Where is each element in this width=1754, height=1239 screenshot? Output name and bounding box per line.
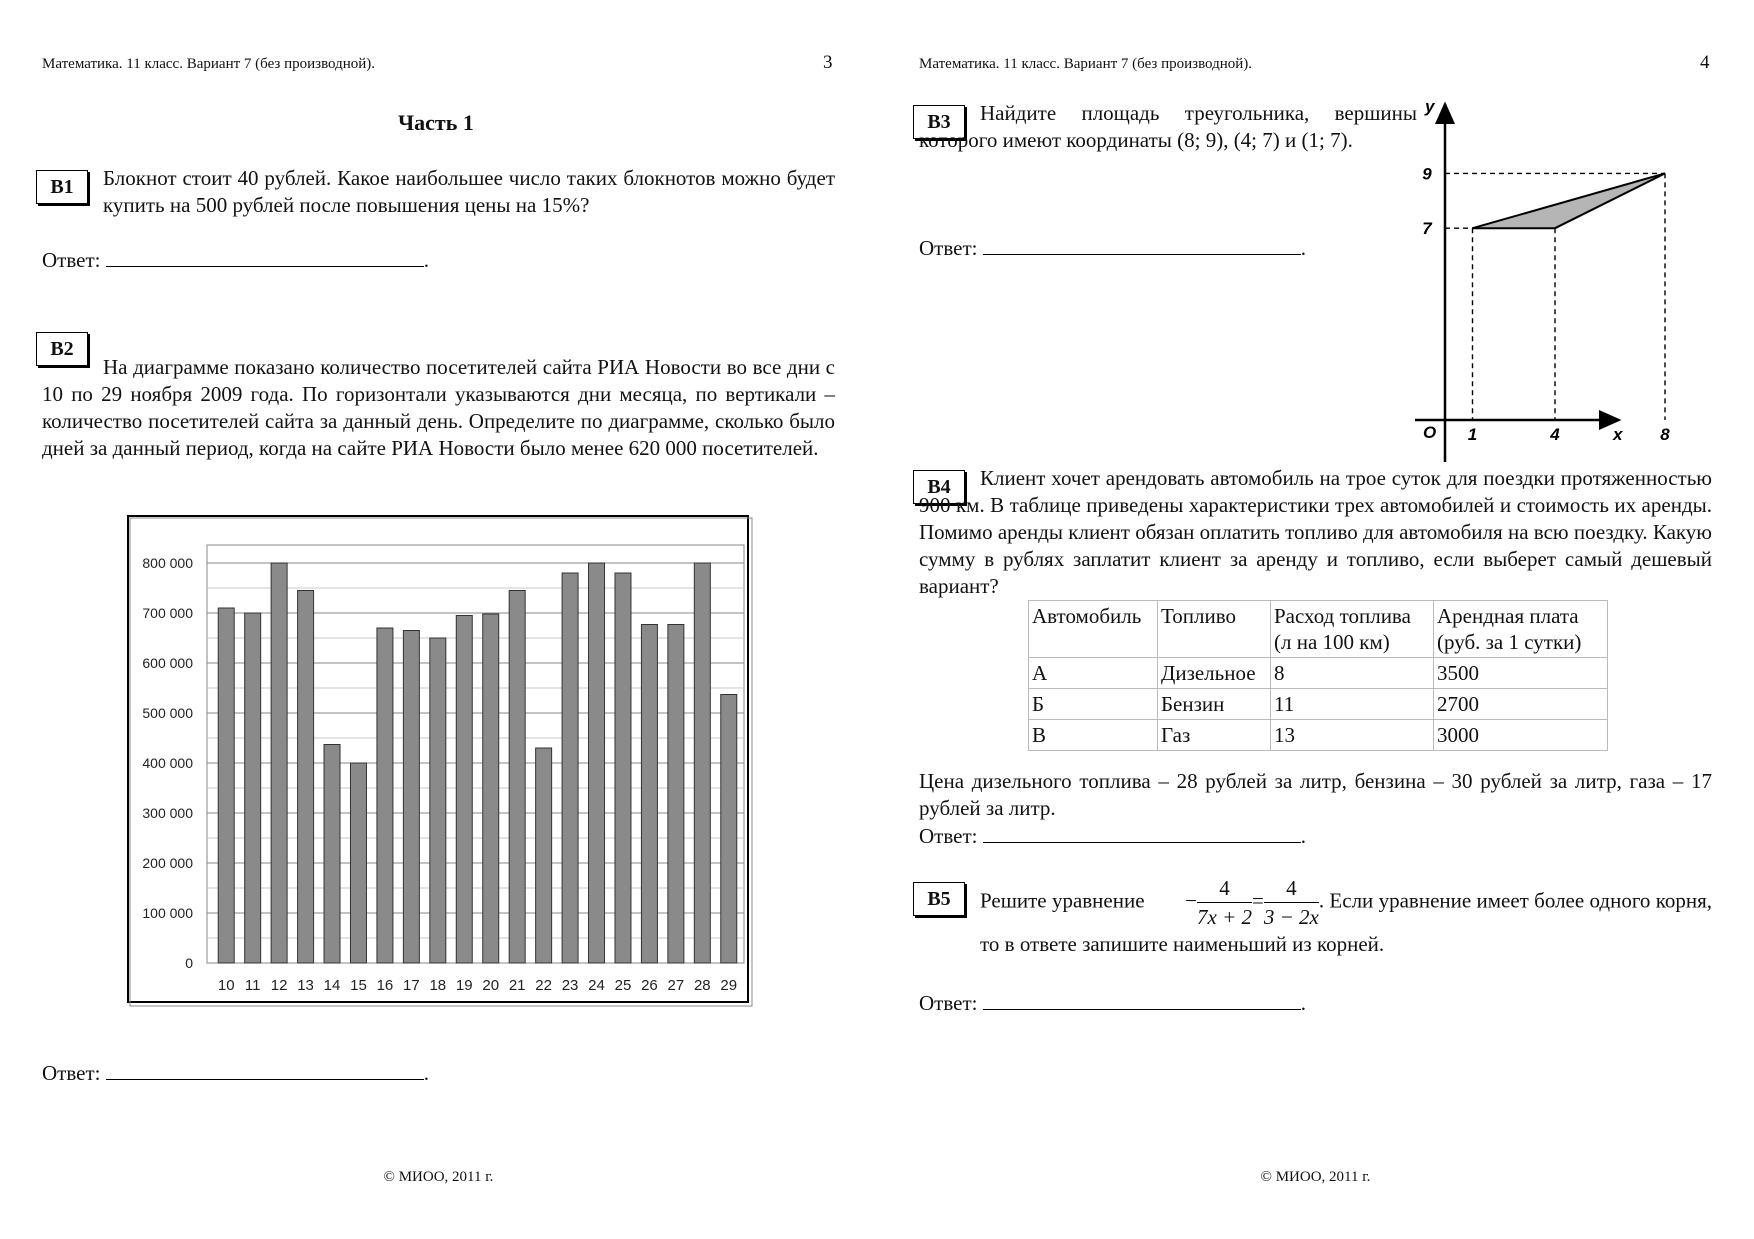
part-title: Часть 1 [398,110,474,135]
bar [350,763,366,963]
answer-line-b2[interactable] [42,1059,429,1086]
x-tick-label: 18 [429,977,447,994]
bar [536,748,552,963]
x-tick-label: 1 [1467,425,1478,444]
y-tick-label: 800 000 [142,555,193,571]
answer-line-b5[interactable] [919,989,1306,1016]
table-cell: 2700 [1434,689,1608,720]
task-b2-text: На диаграмме показано количество посетителей сайта РИА Новости во все дни с 10 по 29 ноября 2009 года. По горизонтали указываются дни месяца, по вертикали – количество посетителей сайта за данный день. Определите по диаграмме, сколько было дней за данный период, когда на сайте РИА Новости было менее 620 000 посетителей. [42,355,835,460]
eq-fraction-right [1264,874,1319,931]
bar [218,608,234,963]
table-cell: 13 [1271,720,1434,751]
x-tick-label: 24 [588,977,605,994]
bar [694,563,710,963]
x-tick-label: 19 [455,977,473,994]
table-cell: А [1029,658,1158,689]
table-cell: 3500 [1434,658,1608,689]
y-tick-label: 7 [1422,219,1432,239]
answer-end: . [1300,824,1306,848]
bar [483,614,499,963]
bar [430,638,446,963]
page-footer: © МИОО, 2011 г. [1260,1169,1371,1185]
task-b1-text: Блокнот стоит 40 рублей. Какое наибольшее число таких блокнотов можно будет купить на 500 рублей после повышения цены на 15%? [103,166,835,217]
right-page [877,0,1754,1239]
table-cell: В [1029,720,1158,751]
y-tick-label: 700 000 [142,605,193,621]
bar [377,628,393,963]
answer-end: . [423,1061,429,1085]
y-tick-label: 100 000 [142,905,193,921]
table-cell: Дизельное [1158,658,1271,689]
answer-blank[interactable] [106,246,424,267]
x-tick-label: 14 [323,977,341,994]
bar [589,563,605,963]
answer-end: . [1300,236,1306,260]
x-tick-label: 23 [561,977,579,994]
answer-blank[interactable] [983,989,1301,1010]
bar [403,631,419,964]
y-tick-label: 300 000 [142,805,193,821]
coordinate-plot [1387,97,1670,470]
answer-end: . [423,248,429,272]
eq-denominator: 7x + 2 [1197,905,1253,929]
x-tick-label: 26 [641,977,658,994]
bar [721,695,737,964]
x-tick-label: 25 [614,977,632,994]
answer-line-b4[interactable] [919,822,1306,849]
answer-blank[interactable] [983,234,1301,255]
table-cell: 3000 [1434,720,1608,751]
table-row [1029,720,1608,751]
x-axis-label: x [1613,425,1623,444]
x-tick-label: 16 [376,977,394,994]
bar [271,563,287,963]
table-header-cell: Автомобиль [1029,601,1158,658]
task-b3-text: Найдите площадь треугольника, вершины которого имеют координаты (8; 9), (4; 7) и (1; 7). [919,101,1417,152]
bar [668,625,684,964]
bar [324,745,340,964]
x-tick-label: 10 [217,977,235,994]
eq-equals: = [1252,888,1264,913]
table-header-cell: Арендная плата (руб. за 1 сутки) [1434,601,1608,658]
bar [456,616,472,964]
task-tag-b3: B3 [913,105,965,139]
answer-label: Ответ: [42,1061,101,1085]
page-header: Математика. 11 класс. Вариант 7 (без производной). [919,56,1253,72]
y-tick-label: 600 000 [142,655,193,671]
x-tick-label: 28 [693,977,711,994]
x-tick-label: 4 [1550,425,1560,444]
answer-label: Ответ: [42,248,101,272]
table-cell: Б [1029,689,1158,720]
y-tick-label: 0 [185,955,193,971]
bar-chart [127,515,751,1005]
answer-label: Ответ: [919,991,978,1015]
page-header: Математика. 11 класс. Вариант 7 (без производной). [42,56,376,72]
x-tick-label: 17 [403,977,420,994]
y-axis-label: y [1425,97,1435,116]
eq-minus: − [1185,888,1198,913]
bar [245,613,261,963]
y-tick-label: 400 000 [142,755,193,771]
y-tick-labels [142,555,193,971]
task-b5-rest: . Если уравнение имеет более одного корня, то в ответе запишите наименьший из корней. [980,888,1712,956]
x-tick-label: 13 [297,977,314,994]
x-tick-label: 8 [1660,425,1670,444]
origin-label: O [1423,423,1437,442]
task-b4-after-text: Цена дизельного топлива – 28 рублей за литр, бензина – 30 рублей за литр, газа – 17 рублей за литр. [919,769,1712,820]
x-tick-label: 22 [535,977,552,994]
x-tick-label: 27 [667,977,685,994]
y-tick-label: 9 [1422,164,1432,184]
page-number: 3 [823,52,833,73]
table-row [1029,689,1608,720]
x-tick-label: 12 [270,977,288,994]
task-tag-b4: B4 [913,470,965,504]
bar [615,573,631,963]
table-cell: 11 [1271,689,1434,720]
task-b5-text [980,874,1712,958]
x-tick-label: 20 [482,977,500,994]
answer-end: . [1300,991,1306,1015]
answer-line-b3[interactable] [919,234,1306,261]
task-tag-b2: B2 [36,332,88,366]
x-tick-label: 15 [350,977,367,994]
task-tag-b1: B1 [36,170,88,204]
eq-numerator: 4 [1264,874,1319,903]
x-tick-label: 21 [508,977,526,994]
y-tick-label: 200 000 [142,855,193,871]
table-row [1029,658,1608,689]
eq-denominator: 3 − 2x [1263,905,1319,929]
table-header-cell: Топливо [1158,601,1271,658]
table-header-row [1029,601,1608,658]
table-cell: Газ [1158,720,1271,751]
page-footer: © МИОО, 2011 г. [383,1169,494,1185]
eq-fraction-left [1197,874,1252,931]
bar [509,591,525,964]
answer-blank[interactable] [106,1059,424,1080]
bar [641,625,657,964]
answer-line-b1[interactable] [42,246,429,273]
bar [562,573,578,963]
triangle [1473,173,1666,228]
table-cell: 8 [1271,658,1434,689]
eq-numerator: 4 [1197,874,1252,903]
table-header-cell: Расход топлива (л на 100 км) [1271,601,1434,658]
x-tick-label: 11 [244,977,261,994]
answer-blank[interactable] [983,822,1301,843]
table-cell: Бензин [1158,689,1271,720]
task-tag-b5: B5 [913,882,965,916]
answer-label: Ответ: [919,824,978,848]
answer-label: Ответ: [919,236,978,260]
y-tick-label: 500 000 [142,705,193,721]
x-tick-label: 29 [720,977,738,994]
rental-table [1028,600,1608,751]
bar [298,591,314,964]
task-b5-intro: Решите уравнение [980,888,1145,913]
task-b4-text: Клиент хочет арендовать автомобиль на трое суток для поездки протяженностью 900 км. В таблице приведены характеристики трех автомобилей и стоимость их аренды. Помимо аренды клиент обязан оплатить топливо для автомобиля на всю поездку. Какую сумму в рублях заплатит клиент за аренду и топливо, если выберет самый дешевый вариант? [919,466,1712,598]
page-number: 4 [1700,52,1710,73]
